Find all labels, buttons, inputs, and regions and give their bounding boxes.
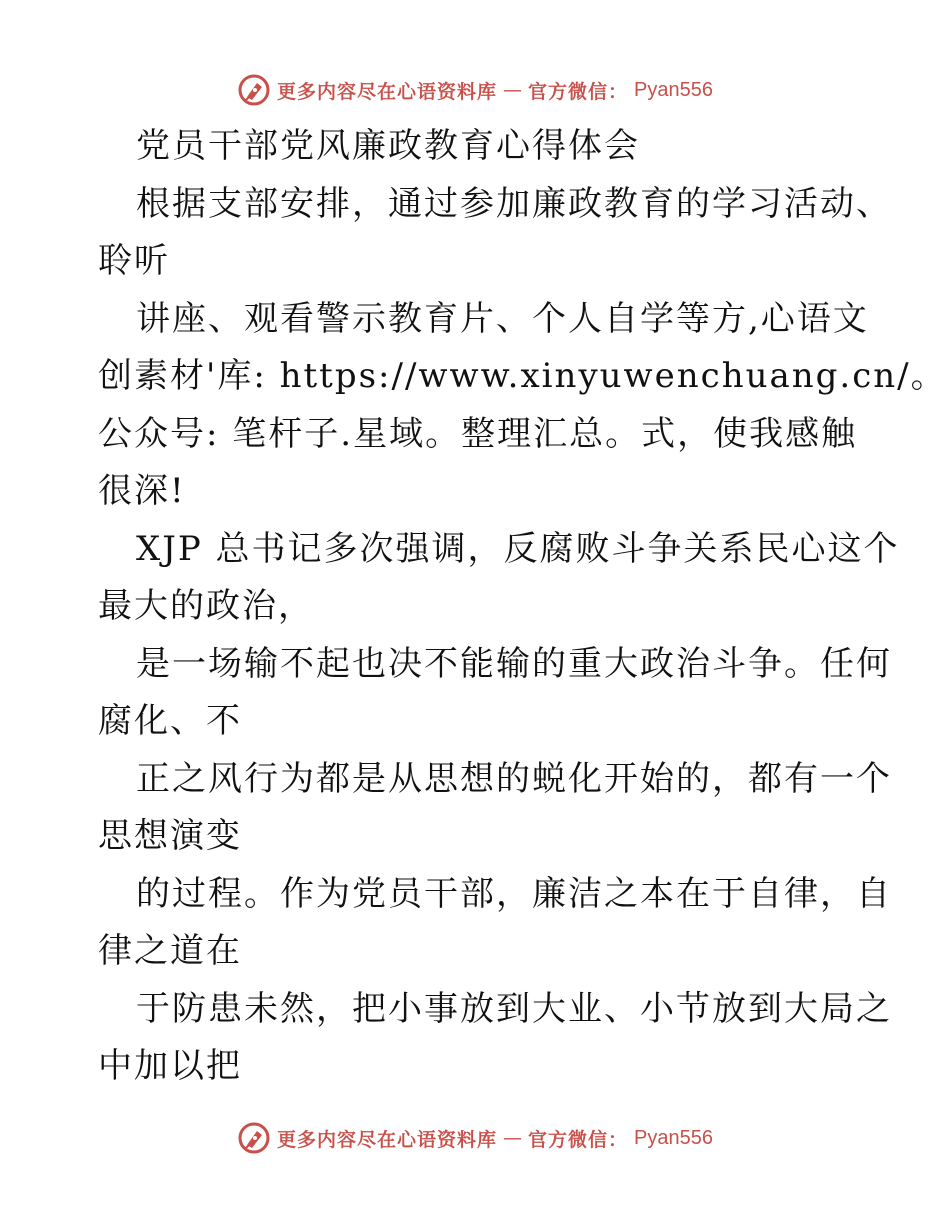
- text-line: 根据支部安排，通过参加廉政教育的学习活动、: [136, 183, 892, 224]
- header-banner: [0, 70, 950, 110]
- text-line: 公众号: 笔杆子.星域。整理汇总。式，使我感触: [98, 413, 858, 454]
- text-line: 中加以把: [98, 1046, 242, 1086]
- text-line: 聆听: [98, 241, 170, 281]
- pen-nib-logo-icon: [237, 73, 271, 107]
- text-line: 很深!: [98, 471, 186, 511]
- banner-wechat-id: Pyan556: [634, 1126, 713, 1149]
- banner-slogan: 更多内容尽在心语资料库: [277, 1128, 498, 1151]
- text-line: 的过程。作为党员干部，廉洁之本在于自律，自: [136, 873, 892, 914]
- pen-nib-logo-icon: [237, 1121, 271, 1155]
- banner-wechat-label: 官方微信：: [528, 1128, 629, 1151]
- text-line: 讲座、观看警示教育片、个人自学等方,心语文: [136, 298, 869, 339]
- text-line: 思想演变: [98, 816, 242, 856]
- text-line: 创素材'库: https://www.xinyuwenchuang.cn/。: [98, 356, 947, 396]
- banner-separator: —: [503, 79, 523, 101]
- text-line: 正之风行为都是从思想的蜕化开始的，都有一个: [136, 758, 892, 799]
- banner-separator: —: [503, 1127, 523, 1149]
- text-line: XJP 总书记多次强调，反腐败斗争关系民心这个: [136, 528, 900, 569]
- banner-slogan: 更多内容尽在心语资料库: [277, 80, 498, 103]
- text-line: 是一场输不起也决不能输的重大政治斗争。任何: [136, 643, 892, 684]
- text-line: 最大的政治，: [98, 586, 314, 626]
- document-title: 党员干部党风廉政教育心得体会: [136, 126, 640, 166]
- text-line: 于防患未然，把小事放到大业、小节放到大局之: [136, 988, 892, 1029]
- document-body: [98, 118, 947, 1096]
- banner-wechat-label: 官方微信：: [528, 80, 629, 103]
- text-line: 腐化、不: [98, 701, 242, 741]
- banner-wechat-id: Pyan556: [634, 78, 713, 101]
- footer-banner: [0, 1118, 950, 1158]
- text-line: 律之道在: [98, 931, 242, 971]
